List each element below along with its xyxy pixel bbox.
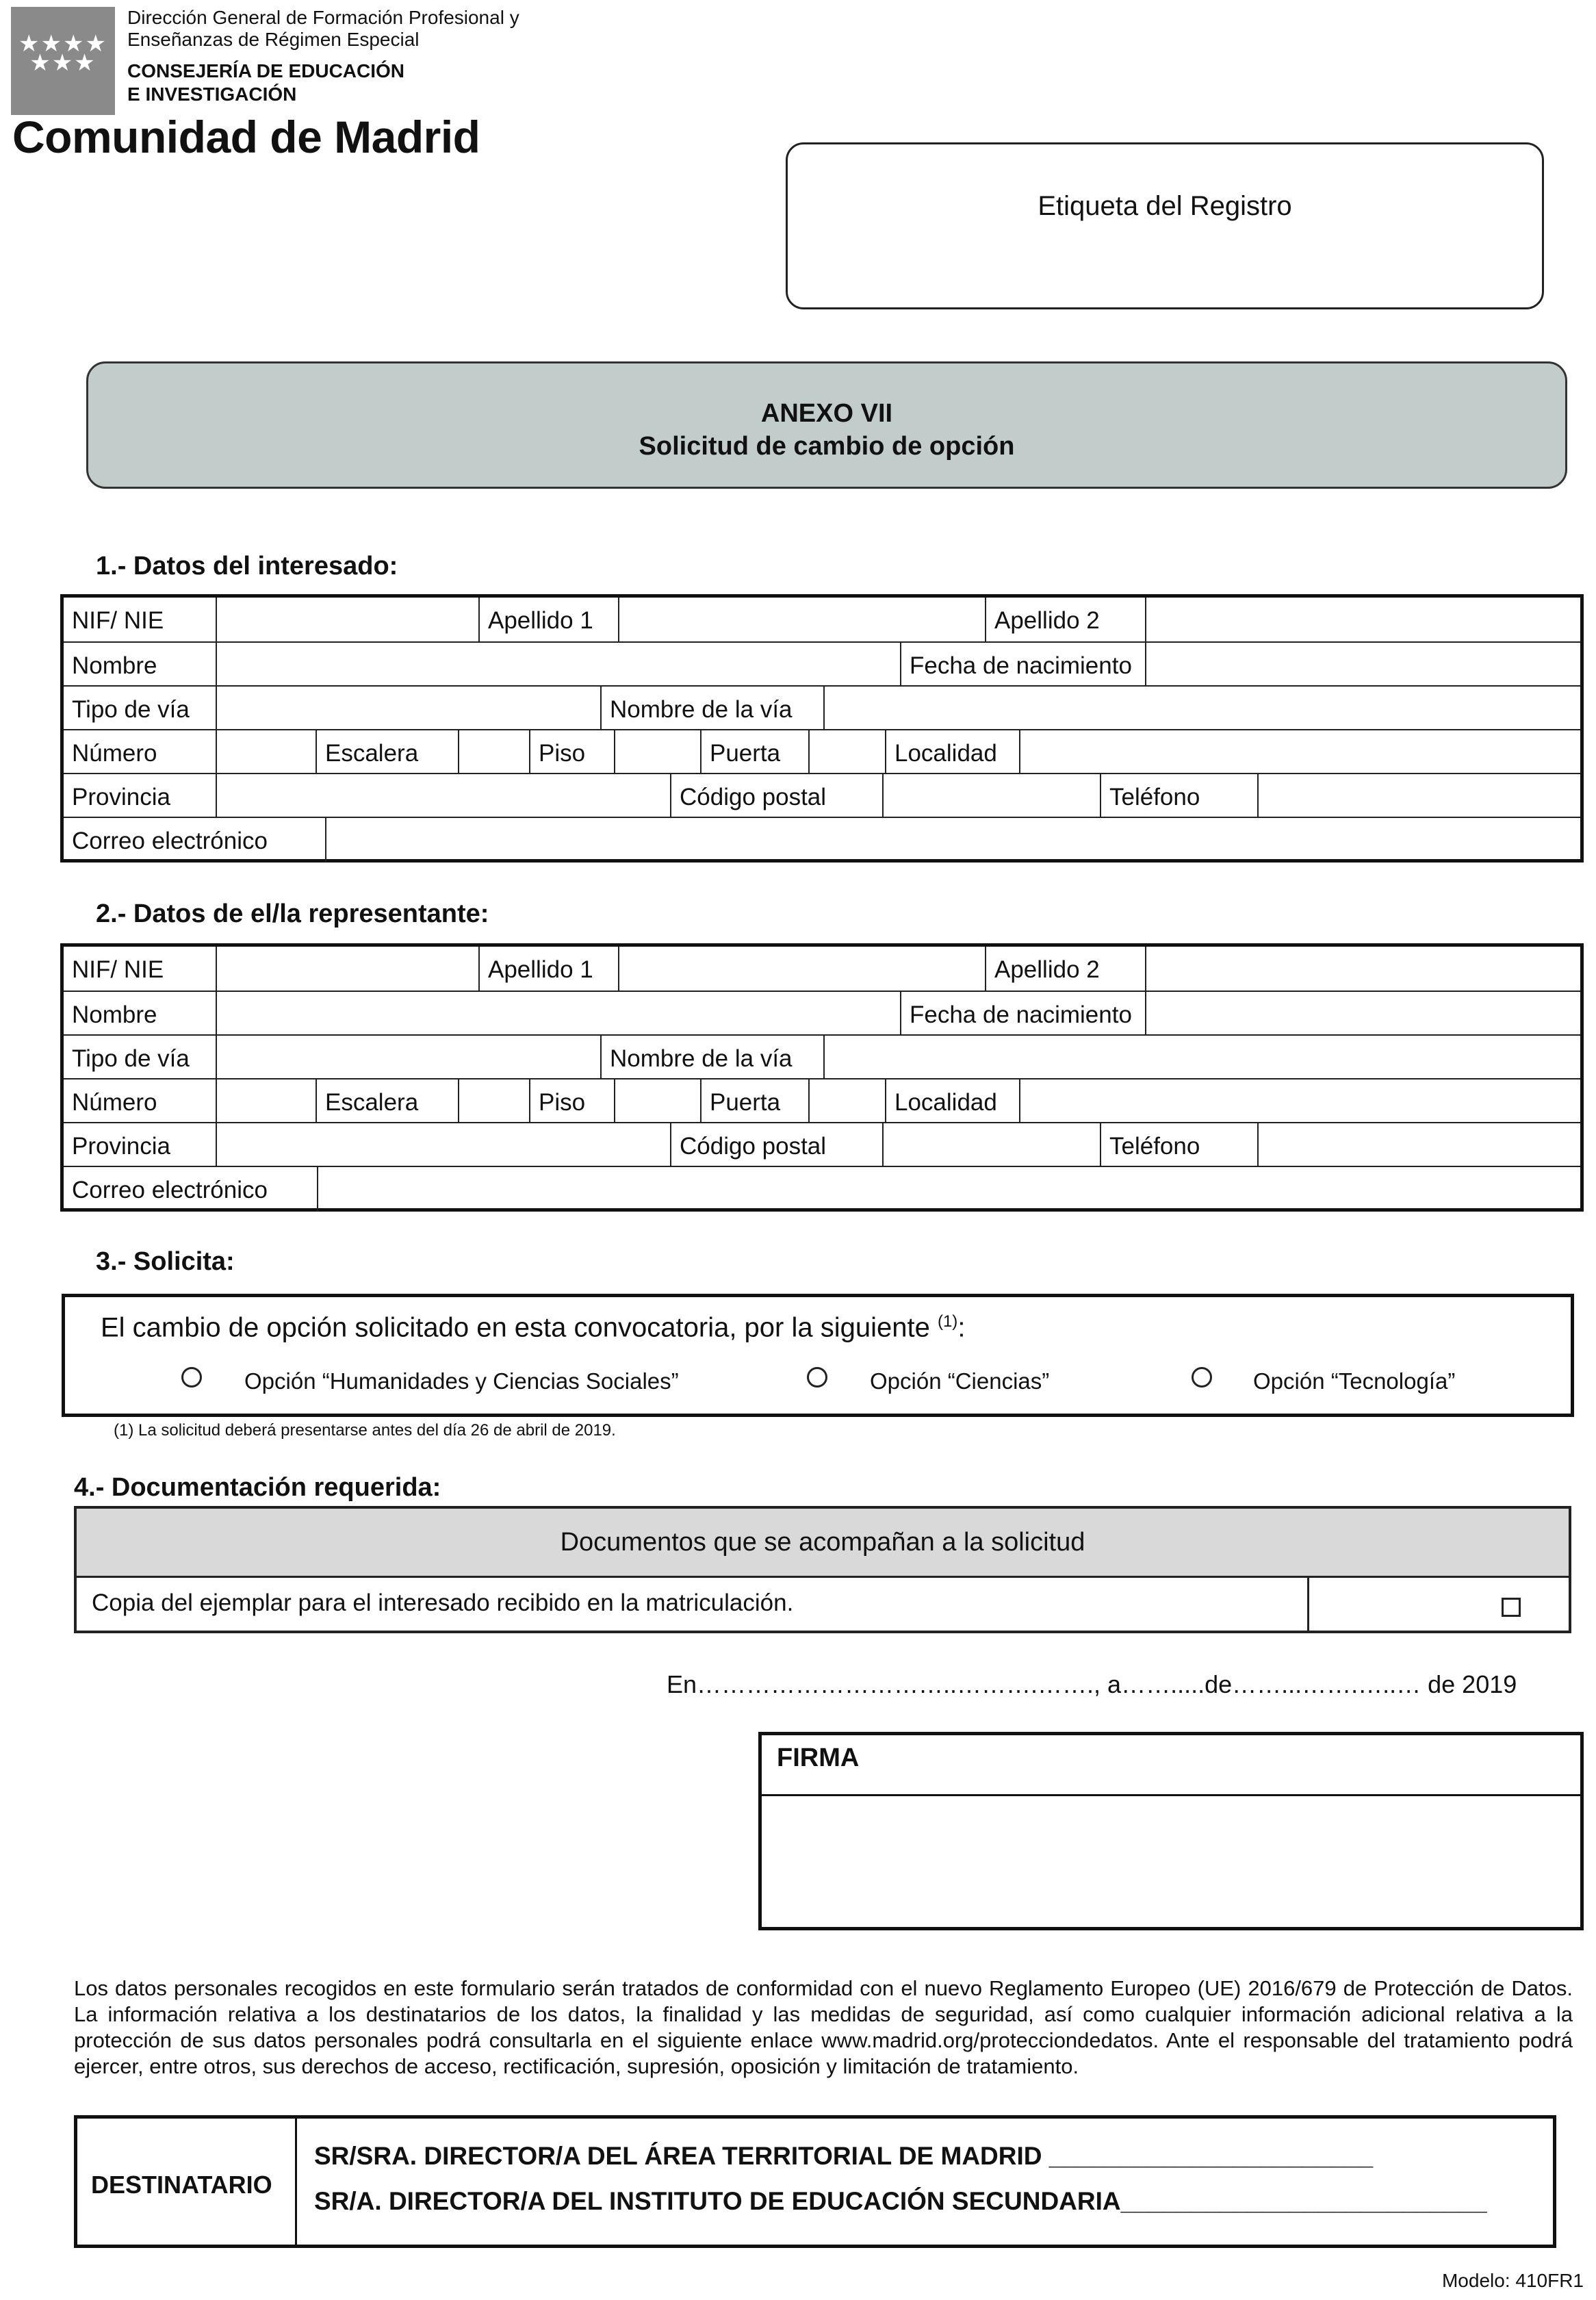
nombre-via-label: Nombre de la vía (610, 696, 793, 723)
documentation-header: Documentos que se acompañan a la solicitud (77, 1509, 1569, 1578)
telefono-field[interactable] (1257, 774, 1583, 818)
signature-label: FIRMA (777, 1743, 860, 1772)
numero-label: Número (72, 740, 157, 767)
codigo-postal-field[interactable] (882, 774, 1100, 818)
correo-field[interactable] (325, 818, 1583, 862)
radio-tecnologia[interactable] (1192, 1367, 1212, 1388)
solicita-text: El cambio de opción solicitado en esta convocatoria, por la siguiente $^{(1)}$: (101, 1312, 966, 1343)
localidad-field[interactable] (1019, 1079, 1583, 1123)
fecha-nacimiento-label: Fecha de nacimiento (910, 652, 1132, 679)
nif-field[interactable] (216, 598, 478, 641)
registry-label-box (786, 142, 1544, 309)
nif-label: NIF/ NIE (72, 956, 164, 983)
tipo-via-field[interactable] (216, 1036, 600, 1079)
recipient-line-2: SR/A. DIRECTOR/A DEL INSTITUTO DE EDUCACIÓN SECUNDARIA__________________________ (314, 2187, 1487, 2215)
direccion-line-2: Enseñanzas de Régimen Especial (127, 29, 420, 50)
representante-table (60, 943, 1584, 1212)
nombre-label: Nombre (72, 1001, 157, 1028)
tipo-via-label: Tipo de vía (72, 1045, 190, 1072)
apellido1-label: Apellido 1 (488, 607, 593, 634)
direccion-line-1: Dirección General de Formación Profesional y (127, 7, 519, 28)
brand-title: Comunidad de Madrid (12, 112, 480, 162)
numero-label: Número (72, 1089, 157, 1116)
column-divider (1307, 1576, 1309, 1631)
localidad-field[interactable] (1019, 730, 1583, 774)
apellido2-field[interactable] (1145, 947, 1583, 991)
documentation-checkbox[interactable] (1502, 1598, 1521, 1617)
form-model-code: Modelo: 410FR1 (1441, 2270, 1584, 2291)
provincia-field[interactable] (216, 1123, 670, 1167)
section-3-title: 3.- Solicita: (96, 1247, 235, 1276)
footnote-ref: (1) (937, 1312, 958, 1331)
apellido1-field[interactable] (618, 598, 985, 641)
option-tecnologia-label: Opción “Tecnología” (1253, 1368, 1456, 1394)
codigo-postal-label: Código postal (680, 784, 827, 810)
radio-ciencias[interactable] (807, 1367, 827, 1388)
consejeria-line-1: CONSEJERÍA DE EDUCACIÓN (127, 60, 405, 81)
piso-field[interactable] (614, 1079, 700, 1123)
apellido1-field[interactable] (618, 947, 985, 991)
codigo-postal-label: Código postal (680, 1133, 827, 1160)
provincia-label: Provincia (72, 784, 170, 810)
numero-field[interactable] (216, 1079, 316, 1123)
signature-box[interactable] (758, 1732, 1584, 1930)
tipo-via-field[interactable] (216, 687, 600, 730)
recipient-line-1: SR/SRA. DIRECTOR/A DEL ÁREA TERRITORIAL DE MADRID _______________________ (314, 2142, 1374, 2170)
solicita-box (62, 1294, 1574, 1417)
localidad-label: Localidad (894, 740, 997, 767)
signature-divider (762, 1794, 1580, 1796)
documentation-item: Copia del ejemplar para el interesado recibido en la matriculación. (92, 1589, 794, 1616)
apellido2-label: Apellido 2 (994, 956, 1100, 983)
section-4-title: 4.- Documentación requerida: (74, 1473, 441, 1502)
data-protection-notice: Los datos personales recogidos en este formulario serán tratados de conformidad con el nuevo Reglamento Europeo (UE) 2016/679 de Protección de Datos. La información relativa a los destinatarios de los datos, la finalidad y las medidas de seguridad, así como cualquier información adicional relativa a la protección de sus datos personales podrá consultarla en el siguiente enlace www.madrid.org/protecciondedatos. Ante el responsable del tratamiento podrá ejercer, entre otros, sus derechos de acceso, rectificación, supresión, oposición y limitación de tratamiento. (74, 1976, 1573, 2078)
numero-field[interactable] (216, 730, 316, 774)
piso-label: Piso (539, 1089, 586, 1116)
provincia-field[interactable] (216, 774, 670, 818)
nombre-label: Nombre (72, 652, 157, 679)
section-1-title: 1.- Datos del interesado: (96, 552, 398, 580)
consejeria-line-2: E INVESTIGACIÓN (127, 84, 297, 105)
codigo-postal-field[interactable] (882, 1123, 1100, 1167)
section-2-title: 2.- Datos de el/la representante: (96, 899, 489, 928)
fecha-nacimiento-label: Fecha de nacimiento (910, 1001, 1132, 1028)
recipient-label: DESTINATARIO (91, 2171, 272, 2199)
footnote: (1) La solicitud deberá presentarse antes del día 26 de abril de 2019. (114, 1421, 616, 1440)
localidad-label: Localidad (894, 1089, 997, 1116)
telefono-label: Teléfono (1109, 784, 1200, 810)
option-ciencias-label: Opción “Ciencias” (870, 1368, 1050, 1394)
radio-humanidades[interactable] (181, 1367, 202, 1388)
nombre-via-label: Nombre de la vía (610, 1045, 793, 1072)
fecha-nacimiento-field[interactable] (1145, 992, 1583, 1036)
provincia-label: Provincia (72, 1133, 170, 1160)
tipo-via-label: Tipo de vía (72, 696, 190, 723)
puerta-label: Puerta (710, 740, 781, 767)
annex-title: ANEXO VII (760, 399, 893, 428)
nif-label: NIF/ NIE (72, 607, 164, 634)
escalera-label: Escalera (325, 740, 419, 767)
puerta-field[interactable] (808, 730, 885, 774)
registry-label-text: Etiqueta del Registro (1038, 191, 1292, 221)
interesado-table (60, 594, 1584, 862)
piso-field[interactable] (614, 730, 700, 774)
telefono-field[interactable] (1257, 1123, 1583, 1167)
nombre-via-field[interactable] (823, 687, 1583, 730)
form-title: Solicitud de cambio de opción (639, 432, 1015, 461)
puerta-field[interactable] (808, 1079, 885, 1123)
stars-icon: ★★★★ ★★★ (18, 31, 107, 76)
nif-field[interactable] (216, 947, 478, 991)
correo-field[interactable] (317, 1167, 1583, 1211)
apellido2-label: Apellido 2 (994, 607, 1100, 634)
form-title-box (86, 361, 1567, 489)
comunidad-madrid-logo (11, 7, 115, 115)
apellido1-label: Apellido 1 (488, 956, 593, 983)
option-humanidades-label: Opción “Humanidades y Ciencias Sociales” (244, 1368, 679, 1394)
escalera-label: Escalera (325, 1089, 419, 1116)
telefono-label: Teléfono (1109, 1133, 1200, 1160)
recipient-divider (295, 2119, 297, 2245)
escalera-field[interactable] (458, 730, 529, 774)
piso-label: Piso (539, 740, 586, 767)
recipient-box (74, 2115, 1556, 2248)
date-place-line: En…………………………..……….……., a…….....de……...…….…..… de 2019 (667, 1670, 1517, 1698)
correo-label: Correo electrónico (72, 828, 268, 854)
escalera-field[interactable] (458, 1079, 529, 1123)
nombre-via-field[interactable] (823, 1036, 1583, 1079)
correo-label: Correo electrónico (72, 1177, 268, 1203)
apellido2-field[interactable] (1145, 598, 1583, 641)
fecha-nacimiento-field[interactable] (1145, 643, 1583, 687)
puerta-label: Puerta (710, 1089, 781, 1116)
nombre-field[interactable] (216, 992, 900, 1036)
nombre-field[interactable] (216, 643, 900, 687)
documentation-table (74, 1506, 1571, 1633)
